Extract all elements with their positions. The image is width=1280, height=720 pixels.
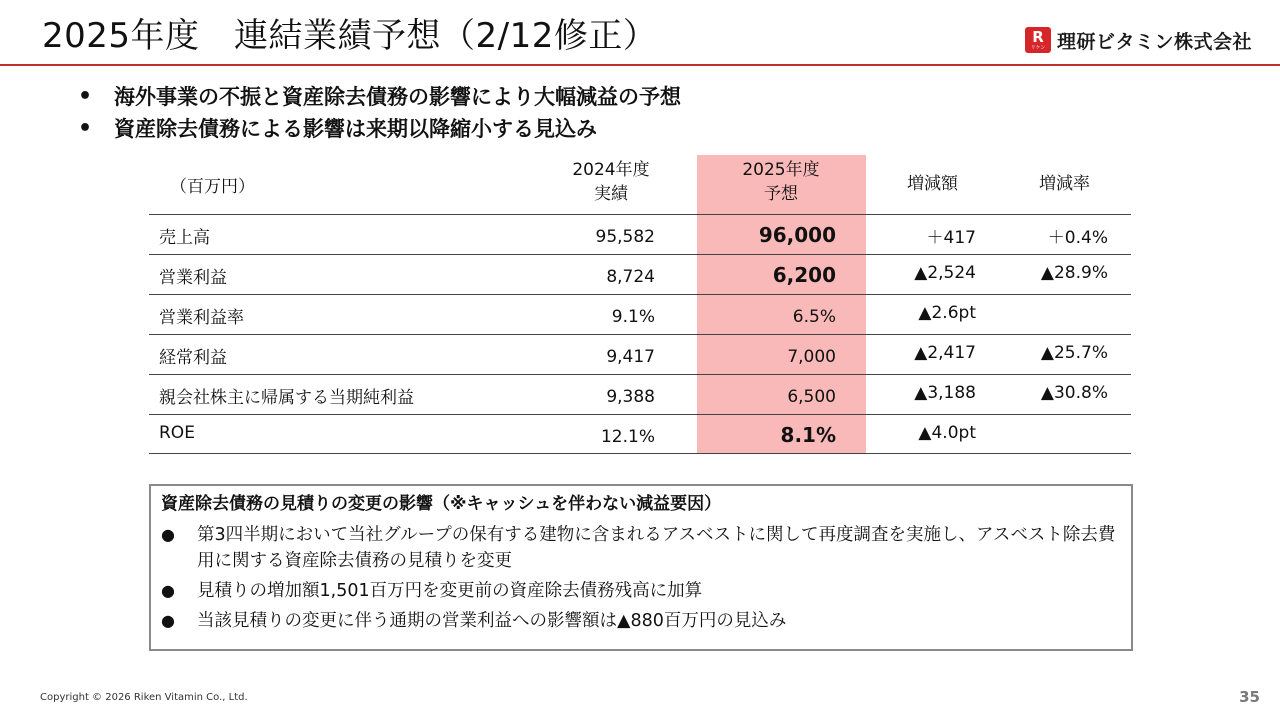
value-diff: ＋417 — [926, 228, 976, 248]
table-top-border — [149, 214, 1131, 215]
row-label: ROE — [159, 423, 195, 443]
note-item — [161, 578, 1121, 604]
note-item-text: 当該見積りの変更に伴う通期の営業利益への影響額は▲880百万円の見込み — [197, 611, 787, 631]
value-2024: 95,582 — [595, 227, 655, 247]
summary-bullet — [78, 112, 681, 144]
summary-bullets — [78, 80, 681, 144]
row-label: 営業利益率 — [159, 308, 244, 328]
logo-text: 理研ビタミン株式会社 — [1056, 30, 1252, 53]
value-diff: ▲2,524 — [914, 263, 976, 283]
value-2024: 9,417 — [606, 347, 655, 367]
header-2024-type: 実績 — [594, 184, 628, 204]
value-2025: 8.1% — [780, 423, 836, 447]
header-rate: 増減率 — [1039, 174, 1090, 194]
logo-mark-sub: リケン — [1030, 44, 1046, 51]
value-rate: ▲25.7% — [1040, 343, 1108, 363]
company-logo — [1025, 26, 1252, 54]
table-row — [149, 254, 1131, 294]
note-bullet-icon: ● — [161, 525, 175, 544]
row-label: 経常利益 — [159, 348, 227, 368]
note-item — [161, 608, 1121, 634]
header-2025-type: 予想 — [764, 184, 798, 204]
value-rate: ▲30.8% — [1040, 383, 1108, 403]
bullet-dot-icon: • — [78, 83, 93, 109]
page-title: 2025年度 連結業績予想（2/12修正） — [42, 16, 658, 56]
bullet-dot-icon: • — [78, 115, 93, 141]
table-row — [149, 294, 1131, 334]
value-rate: ＋0.4% — [1047, 228, 1108, 248]
note-bullet-icon: ● — [161, 581, 175, 600]
note-title: 資産除去債務の見積りの変更の影響（※キャッシュを伴わない減益要因） — [161, 494, 722, 514]
header-2025-year: 2025年度 — [742, 160, 820, 180]
note-box — [149, 484, 1133, 651]
value-2025: 96,000 — [758, 223, 836, 247]
value-rate: ▲28.9% — [1040, 263, 1108, 283]
summary-bullet-text: 資産除去債務による影響は来期以降縮小する見込み — [114, 117, 597, 141]
value-diff: ▲2,417 — [914, 343, 976, 363]
value-2025: 6,500 — [787, 387, 836, 407]
copyright: Copyright © 2026 Riken Vitamin Co., Ltd. — [40, 692, 248, 703]
value-2025: 6,200 — [772, 263, 836, 287]
value-diff: ▲4.0pt — [918, 423, 976, 443]
note-item-text: 見積りの増加額1,501百万円を変更前の資産除去債務残高に加算 — [197, 581, 703, 601]
summary-bullet-text: 海外事業の不振と資産除去債務の影響により大幅減益の予想 — [114, 85, 681, 109]
logo-mark-letter: R — [1032, 27, 1044, 46]
table-row — [149, 374, 1131, 414]
table-row — [149, 334, 1131, 374]
table-row — [149, 214, 1131, 254]
value-diff: ▲3,188 — [914, 383, 976, 403]
value-2024: 8,724 — [606, 267, 655, 287]
row-label: 売上高 — [159, 228, 210, 248]
value-2024: 9,388 — [606, 387, 655, 407]
title-divider — [0, 64, 1280, 66]
header-2024 — [566, 158, 656, 206]
note-bullet-icon: ● — [161, 611, 175, 630]
summary-bullet — [78, 80, 681, 112]
riken-logo-icon — [1025, 27, 1051, 53]
value-2024: 12.1% — [600, 427, 655, 447]
value-diff: ▲2.6pt — [918, 303, 976, 323]
results-table — [149, 214, 1131, 454]
note-item — [161, 522, 1121, 574]
value-2025: 6.5% — [792, 307, 836, 327]
row-label: 営業利益 — [159, 268, 227, 288]
value-2025: 7,000 — [787, 347, 836, 367]
value-2024: 9.1% — [611, 307, 655, 327]
header-2024-year: 2024年度 — [572, 160, 650, 180]
page-number: 35 — [1239, 688, 1260, 706]
header-2025 — [736, 158, 826, 206]
row-label: 親会社株主に帰属する当期純利益 — [159, 388, 414, 408]
note-item-text: 第3四半期において当社グループの保有する建物に含まれるアスベストに関して再度調査を実施し、アスベスト除去費用に関する資産除去債務の見積りを変更 — [197, 525, 1116, 571]
table-unit: （百万円） — [170, 177, 255, 197]
header-diff: 増減額 — [907, 174, 958, 194]
table-row — [149, 414, 1131, 454]
